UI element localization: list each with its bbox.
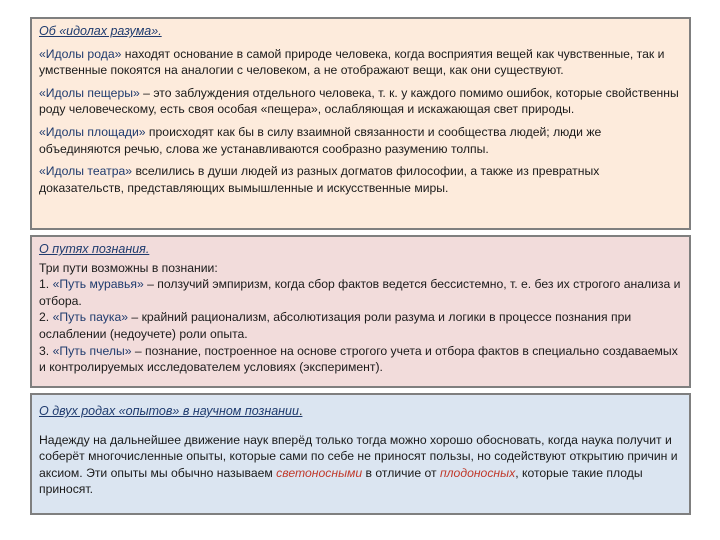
idols-cave-text: – это заблуждения отдельного человека, т. к. у каждого помимо ошибок, которые свойственны роду человеческому, есть своя особая «пещера», ослабляющая и искажающая свет природы. xyxy=(39,85,679,117)
idols-theatre-paragraph xyxy=(39,163,681,196)
experiments-paragraph xyxy=(39,432,681,498)
section-paths xyxy=(30,235,691,388)
path-bee-number: 3. xyxy=(39,343,53,358)
paths-intro: Три пути возможны в познании: xyxy=(39,260,218,275)
section-paths-title: О путях познания. xyxy=(39,242,150,256)
path-spider-item xyxy=(39,309,681,342)
path-spider-text: – крайний рационализм, абсолютизация роли разума и логики в процессе познания при ослаблении (недоучете) роли опыта. xyxy=(39,310,632,341)
idols-theatre-text: вселились в души людей из разных догматов философии, а также из превратных доказательств, представляющих вымышленные и искусственные миры. xyxy=(39,164,600,195)
light-bearing-term: светоносными xyxy=(276,465,363,480)
idols-tribe-paragraph xyxy=(39,46,681,79)
section-experiments-title-text: О двух родах «опытов» в научном познании xyxy=(39,404,299,418)
fruit-bearing-term: плодоносных xyxy=(439,465,516,480)
section-experiments-title-period: . xyxy=(298,404,303,418)
idols-market-paragraph xyxy=(39,124,681,157)
path-ant-item xyxy=(39,276,681,309)
idols-tribe-text: находят основание в самой природе человека, когда восприятия вещей как чувственные, так и умственные покоятся на аналогии с человеком, а не отображают вещи, как они существуют. xyxy=(39,46,665,78)
path-ant-number: 1. xyxy=(39,277,53,292)
experiments-text-1: Надежду на дальнейшее движение наук вперёд только тогда можно хорошо обосновать, когда наука получит и соберёт многочисленные опыты, которые сами по себе не приносят пользы, но содействуют открытию причин и аксиом. Эти опыты мы обычно называем xyxy=(39,432,678,480)
experiments-text-3: , которые такие плоды приносят. xyxy=(39,465,643,497)
path-bee-term: «Путь пчелы» xyxy=(52,343,132,358)
path-bee-text: – познание, построенное на основе строгого учета и отбора фактов в специально создаваемых и контролируемых исследователем условиях (эксперимент). xyxy=(39,343,678,375)
section-idols xyxy=(30,17,691,230)
idols-cave-term: «Идолы пещеры» xyxy=(39,85,140,100)
experiments-text-2: в отличие от xyxy=(362,465,440,480)
path-spider-term: «Путь паука» xyxy=(52,310,129,325)
section-idols-title: Об «идолах разума». xyxy=(39,24,162,38)
idols-market-term: «Идолы площади» xyxy=(39,124,146,139)
idols-theatre-term: «Идолы театра» xyxy=(39,164,133,179)
path-ant-text: – ползучий эмпиризм, когда сбор фактов ведется бессистемно, т. е. без их строгого анализа и отбора. xyxy=(39,277,681,308)
idols-market-text: происходят как бы в силу взаимной связанности и сообщества людей; люди же объединяются речью, слова же устанавливаются сообразно разумению толпы. xyxy=(39,124,602,156)
path-spider-number: 2. xyxy=(39,310,53,325)
path-ant-term: «Путь муравья» xyxy=(52,277,144,292)
idols-tribe-term: «Идолы рода» xyxy=(39,46,122,61)
section-experiments xyxy=(30,393,691,515)
section-experiments-title xyxy=(39,403,681,420)
idols-cave-paragraph xyxy=(39,85,681,118)
path-bee-item xyxy=(39,343,681,376)
